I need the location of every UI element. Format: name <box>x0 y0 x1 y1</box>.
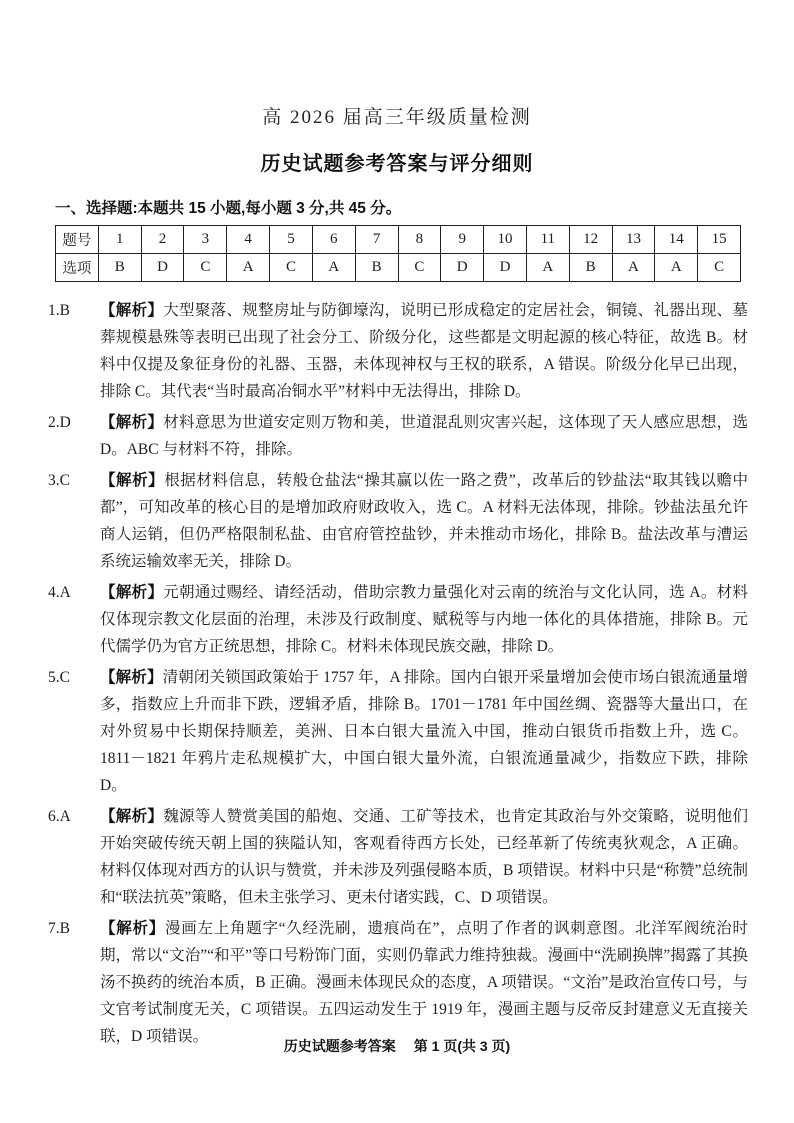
question-number-cell: 12 <box>569 226 612 254</box>
answer-table <box>55 225 741 282</box>
question-number-cell: 3 <box>184 226 227 254</box>
explanations <box>48 297 748 1054</box>
explanation-text <box>100 664 748 799</box>
explanation-text <box>100 409 748 463</box>
explanation-item <box>48 664 748 799</box>
analysis-body: 清朝闭关锁国政策始于 1757 年，A 排除。国内白银开采量增加会使市场白银流通量增多，指数应上升而非下跌，逻辑矛盾，排除 B。1701－1781 年中国丝绸、瓷器等大量出口，在对外贸易中长期保持顺差，美洲、日本白银大量流入中国，推动白银货币指数上升，选 C。1811－1821 年鸦片走私规模扩大，中国白银大量外流，白银流通量减少，指数应下跌，排除 D。 <box>100 669 748 794</box>
question-number-cell: 10 <box>484 226 527 254</box>
explanation-text <box>100 803 748 911</box>
explanation-item <box>48 803 748 911</box>
question-number-cell: 4 <box>227 226 270 254</box>
answer-cell: A <box>612 254 655 282</box>
analysis-body: 漫画左上角题字“久经洗刷，遗痕尚在”，点明了作者的讽刺意图。北洋军阀统治时期，常以“文治”“和平”等口号粉饰门面，实则仍靠武力维持独裁。漫画中“洗刷换牌”揭露了其换汤不换药的统治本质，B 正确。漫画未体现民众的态度，A 项错误。“文治”是政治宣传口号，与文官考试制度无关，C 项错误。五四运动发生于 1919 年，漫画主题与反帝反封建意义无直接关联，D 项错误。 <box>100 920 748 1045</box>
question-number-cell: 1 <box>98 226 141 254</box>
explanation-number: 1.B <box>48 302 70 319</box>
explanation-item <box>48 579 748 660</box>
explanation-number: 7.B <box>48 920 70 937</box>
question-number-cell: 2 <box>141 226 184 254</box>
analysis-body: 根据材料信息，转般仓盐法“操其赢以佐一路之费”，改革后的钞盐法“取其钱以赡中都”，可知改革的核心目的是增加政府财政收入，选 C。A 材料无法体现，排除。钞盐法虽允许商人运销，但仍严格限制私盐、由官府管控盐钞，并未推动市场化，排除 B。盐法改革与漕运系统运输效率无关，排除 D。 <box>100 472 748 570</box>
page-subtitle: 历史试题参考答案与评分细则 <box>260 153 534 175</box>
analysis-body: 材料意思为世道安定则万物和美，世道混乱则灾害兴起，这体现了天人感应思想，选 D。ABC 与材料不符，排除。 <box>100 414 748 458</box>
question-number-cell: 11 <box>526 226 569 254</box>
footer-page-info: 第 1 页(共 3 页) <box>413 1038 511 1054</box>
analysis-label: 【解析】 <box>100 669 163 686</box>
explanation-number: 4.A <box>48 584 71 601</box>
explanation-text <box>100 297 748 405</box>
question-number-cell: 8 <box>398 226 441 254</box>
answer-row <box>56 254 741 282</box>
answer-cell: D <box>441 254 484 282</box>
answer-cell: C <box>270 254 313 282</box>
analysis-label: 【解析】 <box>100 414 164 431</box>
analysis-label: 【解析】 <box>100 920 165 937</box>
question-number-cell: 5 <box>270 226 313 254</box>
answer-cell: D <box>141 254 184 282</box>
page-footer <box>0 1036 794 1056</box>
answer-cell: D <box>484 254 527 282</box>
question-number-row <box>56 226 741 254</box>
question-number-cell: 6 <box>312 226 355 254</box>
answer-cell: A <box>655 254 698 282</box>
question-number-cell: 7 <box>355 226 398 254</box>
explanation-number: 3.C <box>48 472 70 489</box>
explanation-text <box>100 579 748 660</box>
analysis-label: 【解析】 <box>100 472 165 489</box>
explanation-number: 5.C <box>48 669 70 686</box>
question-number-cell: 13 <box>612 226 655 254</box>
answer-cell: B <box>98 254 141 282</box>
explanation-item <box>48 409 748 463</box>
question-number-cell: 14 <box>655 226 698 254</box>
answer-row-header: 选项 <box>56 254 99 282</box>
analysis-body: 魏源等人赞赏美国的船炮、交通、工矿等技术，也肯定其政治与外交策略，说明他们开始突破传统天朝上国的狭隘认知，客观看待西方长处，已经革新了传统夷狄观念，A 正确。材料仅体现对西方的认识与赞赏，并未涉及列强侵略本质，B 项错误。材料中只是“称赞”总统制和“联法抗英”策略，但未主张学习、更未付诸实践，C、D 项错误。 <box>100 808 748 906</box>
question-number-cell: 15 <box>698 226 741 254</box>
answer-cell: B <box>355 254 398 282</box>
answer-cell: C <box>184 254 227 282</box>
answer-cell: A <box>312 254 355 282</box>
explanation-text <box>100 467 748 575</box>
answer-cell: A <box>227 254 270 282</box>
answer-cell: C <box>698 254 741 282</box>
explanation-item <box>48 915 748 1050</box>
page-title: 高 2026 届高三年级质量检测 <box>262 107 532 128</box>
explanation-item <box>48 297 748 405</box>
explanation-number: 2.D <box>48 414 71 431</box>
question-row-header: 题号 <box>56 226 99 254</box>
question-number-cell: 9 <box>441 226 484 254</box>
section-heading: 一、选择题:本题共 15 小题,每小题 3 分,共 45 分。 <box>55 200 402 217</box>
explanation-item <box>48 467 748 575</box>
answer-cell: A <box>526 254 569 282</box>
analysis-label: 【解析】 <box>100 584 164 601</box>
analysis-label: 【解析】 <box>100 808 164 825</box>
answer-cell: B <box>569 254 612 282</box>
analysis-label: 【解析】 <box>100 302 164 319</box>
explanation-number: 6.A <box>48 808 71 825</box>
footer-doc-label: 历史试题参考答案 <box>283 1038 396 1054</box>
analysis-body: 大型聚落、规整房址与防御壕沟，说明已形成稳定的定居社会，铜镜、礼器出现、墓葬规模悬殊等表明已出现了社会分工、阶级分化，这些都是文明起源的核心特征，故选 B。材料中仅提及象征身份的礼器、玉器，未体现神权与王权的联系，A 错误。阶级分化早已出现，排除 C。其代表“当时最高冶铜水平”材料中无法得出，排除 D。 <box>100 302 748 400</box>
answer-cell: C <box>398 254 441 282</box>
analysis-body: 元朝通过赐经、请经活动，借助宗教力量强化对云南的统治与文化认同，选 A。材料仅体现宗教文化层面的治理，未涉及行政制度、赋税等与内地一体化的具体措施，排除 B。元代儒学仍为官方正统思想，排除 C。材料未体现民族交融，排除 D。 <box>100 584 748 655</box>
explanation-text <box>100 915 748 1050</box>
